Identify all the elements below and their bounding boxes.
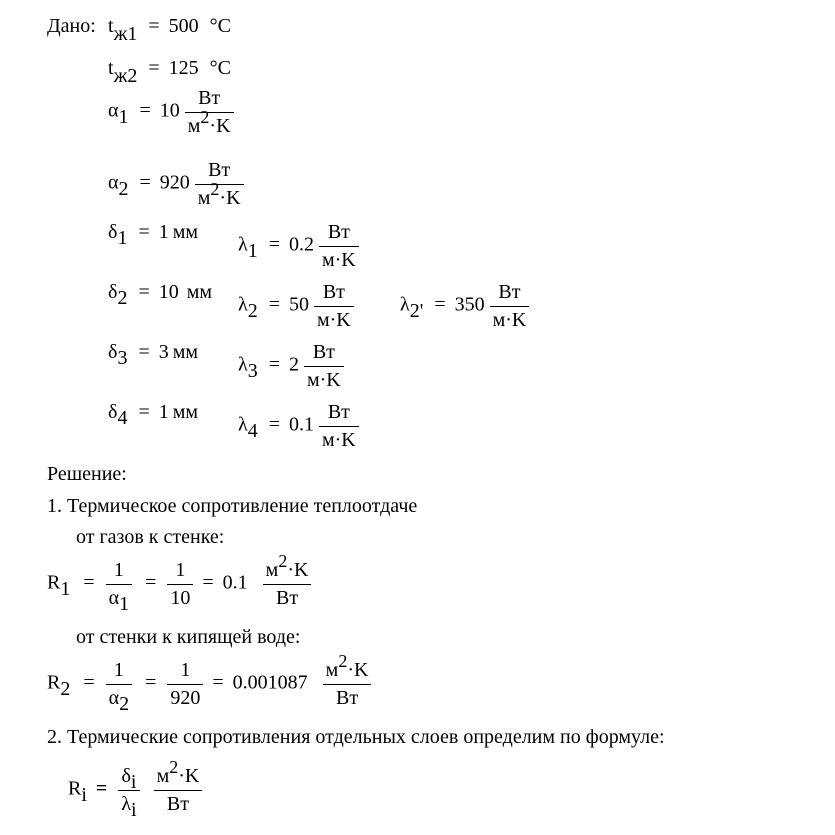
t2-subscript: ж2 bbox=[113, 65, 138, 87]
solution-label: Решение: bbox=[47, 463, 127, 485]
alpha2-eq: = bbox=[139, 171, 151, 194]
given-label: Дано: bbox=[47, 15, 96, 37]
alpha1-eq: = bbox=[139, 99, 151, 122]
t1-symbol: t bbox=[108, 15, 114, 37]
R2-equation: R2 = $\frac{1}{\alpha 2}$ = $\frac{1}{920}$ = 0.001087 $\frac{м2\cdot K}{Вт}$ bbox=[47, 660, 371, 708]
Ri-equation: Ri = $\frac{\delta i}{\lambda i}$ $\frac{м2\cdot K}{Вт}$ bbox=[68, 766, 202, 814]
step1-text: 1. Термическое сопротивление теплоотдаче bbox=[47, 495, 418, 517]
alpha1-equation bbox=[108, 88, 234, 136]
t1-subscript: ж1 bbox=[113, 23, 138, 45]
alpha1-value: 10 bbox=[159, 99, 180, 122]
delta2-equation: δ2 = 10 мм bbox=[108, 281, 213, 309]
gas-to-wall-text: от газов к стенке: bbox=[76, 526, 225, 548]
delta4-equation: δ4 = 1 мм bbox=[108, 401, 199, 429]
alpha2-subscript: 2 bbox=[118, 177, 129, 200]
delta1-equation: δ1 = 1 мм bbox=[108, 221, 199, 249]
alpha2-equation bbox=[108, 160, 244, 208]
lambda4-equation: λ4 = 0.1 $\frac{Вт}{м\cdot K}$ bbox=[238, 402, 359, 450]
lambda1-equation: λ1 = 0.2 $\frac{Вт}{м\cdot K}$ bbox=[238, 222, 359, 270]
delta3-equation: δ3 = 3 мм bbox=[108, 341, 199, 369]
alpha2-symbol: α bbox=[108, 171, 119, 194]
R1-equation: R1 = $\frac{1}{\alpha 1}$ = $\frac{1}{10}$ = 0.1 $\frac{м2\cdot K}{Вт}$ bbox=[47, 560, 311, 608]
step2-text: 2. Термические сопротивления отдельных слоев определим по формуле: bbox=[47, 726, 665, 748]
t2-symbol: t bbox=[108, 57, 114, 79]
t2-equation bbox=[108, 57, 232, 87]
t1-unit: °C bbox=[209, 15, 232, 37]
lambda2-equation: λ2 = 50 $\frac{Вт}{м\cdot K}$ bbox=[238, 282, 354, 330]
alpha1-unit: $\frac{Вт}{м2\cdot K}$ bbox=[185, 88, 234, 136]
t2-unit: °C bbox=[209, 57, 232, 79]
alpha1-symbol: α bbox=[108, 99, 119, 122]
alpha2-unit: $\frac{Вт}{м2\cdot K}$ bbox=[195, 160, 244, 208]
t1-equation bbox=[108, 15, 232, 45]
alpha1-subscript: 1 bbox=[118, 105, 129, 128]
lambda2prime-equation: λ2' = 350 $\frac{Вт}{м\cdot K}$ bbox=[400, 282, 529, 330]
t2-value: 125 bbox=[168, 57, 199, 79]
t2-eq: = bbox=[148, 57, 160, 79]
t1-value: 500 bbox=[168, 15, 199, 37]
lambda3-equation: λ3 = 2 $\frac{Вт}{м\cdot K}$ bbox=[238, 342, 344, 390]
t1-eq: = bbox=[148, 15, 160, 37]
wall-to-water-text: от стенки к кипящей воде: bbox=[76, 626, 301, 648]
alpha2-value: 920 bbox=[159, 171, 190, 194]
